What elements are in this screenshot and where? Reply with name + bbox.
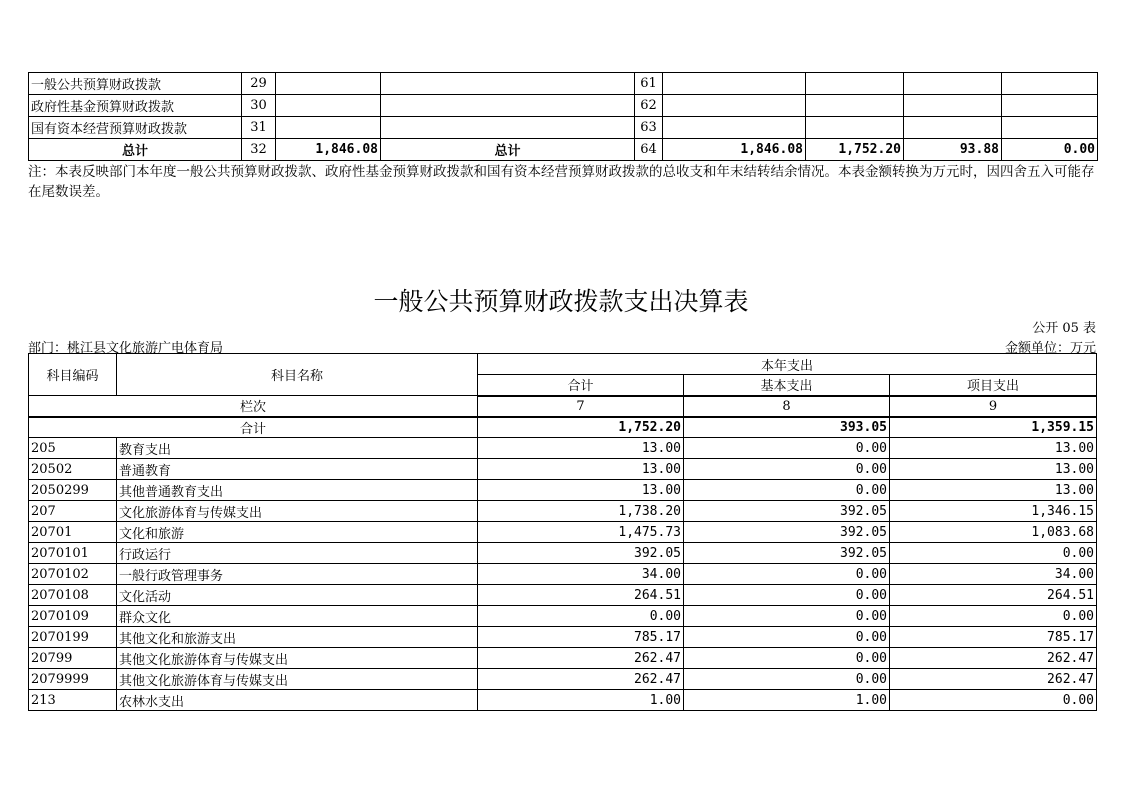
table-row xyxy=(29,648,1097,669)
expense-value-2 xyxy=(806,117,904,139)
total-label-2: 总计 xyxy=(381,139,635,161)
total-expense-4: 0.00 xyxy=(1002,139,1098,161)
subject-code: 2070108 xyxy=(29,585,117,606)
total-row xyxy=(29,139,1098,161)
project-expenditure: 0.00 xyxy=(890,543,1097,564)
subject-code: 20502 xyxy=(29,459,117,480)
expense-value-3 xyxy=(904,73,1002,95)
subject-name: 其他文化旅游体育与传媒支出 xyxy=(117,669,478,690)
total-line-number: 32 xyxy=(242,139,276,161)
subject-name: 农林水支出 xyxy=(117,690,478,711)
table-row xyxy=(29,543,1097,564)
project-expenditure: 13.00 xyxy=(890,480,1097,501)
subject-code: 20799 xyxy=(29,648,117,669)
header-project: 项目支出 xyxy=(890,375,1097,396)
total-expenditure: 13.00 xyxy=(478,459,684,480)
department-label: 部门：桃江县文化旅游广电体育局 xyxy=(28,341,224,356)
subject-name: 群众文化 xyxy=(117,606,478,627)
income-item-name: 一般公共预算财政拨款 xyxy=(29,73,242,95)
total-expenditure: 1.00 xyxy=(478,690,684,711)
income-line-number: 31 xyxy=(242,117,276,139)
total-expenditure: 34.00 xyxy=(478,564,684,585)
subject-name: 文化和旅游 xyxy=(117,522,478,543)
expense-item-name xyxy=(381,117,635,139)
expense-value-3 xyxy=(904,95,1002,117)
expense-value-4 xyxy=(1002,95,1098,117)
expense-value-4 xyxy=(1002,73,1098,95)
subject-code: 2070102 xyxy=(29,564,117,585)
subject-code: 213 xyxy=(29,690,117,711)
income-amount xyxy=(276,95,381,117)
table-row xyxy=(29,606,1097,627)
table-row xyxy=(29,522,1097,543)
project-expenditure: 34.00 xyxy=(890,564,1097,585)
subject-name: 其他文化和旅游支出 xyxy=(117,627,478,648)
income-line-number: 30 xyxy=(242,95,276,117)
table-row xyxy=(29,627,1097,648)
basic-expenditure: 392.05 xyxy=(684,501,890,522)
header-basic: 基本支出 xyxy=(684,375,890,396)
total-expenditure: 1,475.73 xyxy=(478,522,684,543)
table-row xyxy=(29,480,1097,501)
expenditure-table xyxy=(28,353,1097,711)
project-expenditure: 262.47 xyxy=(890,669,1097,690)
total-expenditure: 262.47 xyxy=(478,648,684,669)
unit-label: 金额单位：万元 xyxy=(1004,341,1096,356)
project-expenditure: 0.00 xyxy=(890,690,1097,711)
subject-name: 普通教育 xyxy=(117,459,478,480)
expense-value-2 xyxy=(806,95,904,117)
project-expenditure: 13.00 xyxy=(890,438,1097,459)
total-expense-2: 1,752.20 xyxy=(806,139,904,161)
basic-expenditure: 0.00 xyxy=(684,459,890,480)
subject-name: 其他普通教育支出 xyxy=(117,480,478,501)
expense-item-name xyxy=(381,95,635,117)
page-title: 一般公共预算财政拨款支出决算表 xyxy=(373,287,749,316)
table-row xyxy=(29,438,1097,459)
sum-row xyxy=(29,417,1097,438)
project-expenditure: 264.51 xyxy=(890,585,1097,606)
total-expenditure: 1,738.20 xyxy=(478,501,684,522)
table-row xyxy=(29,73,1098,95)
basic-expenditure: 392.05 xyxy=(684,543,890,564)
subject-code: 2070101 xyxy=(29,543,117,564)
table-row xyxy=(29,564,1097,585)
total-expenditure: 262.47 xyxy=(478,669,684,690)
basic-expenditure: 0.00 xyxy=(684,669,890,690)
project-expenditure: 13.00 xyxy=(890,459,1097,480)
column-number-2: 8 xyxy=(684,396,890,417)
income-item-name: 国有资本经营预算财政拨款 xyxy=(29,117,242,139)
expense-value-3 xyxy=(904,117,1002,139)
expense-line-number: 62 xyxy=(635,95,663,117)
column-number-label: 栏次 xyxy=(29,396,478,417)
expense-value-1 xyxy=(663,117,806,139)
income-item-name: 政府性基金预算财政拨款 xyxy=(29,95,242,117)
column-number-1: 7 xyxy=(478,396,684,417)
basic-expenditure: 0.00 xyxy=(684,585,890,606)
sum-project: 1,359.15 xyxy=(890,417,1097,438)
column-number-row xyxy=(29,396,1097,417)
income-amount xyxy=(276,73,381,95)
header-code: 科目编码 xyxy=(29,354,117,396)
table-row xyxy=(29,585,1097,606)
basic-expenditure: 0.00 xyxy=(684,648,890,669)
basic-expenditure: 0.00 xyxy=(684,606,890,627)
project-expenditure: 262.47 xyxy=(890,648,1097,669)
total-expenditure: 13.00 xyxy=(478,438,684,459)
project-expenditure: 785.17 xyxy=(890,627,1097,648)
total-label: 总计 xyxy=(29,139,242,161)
subject-name: 文化旅游体育与传媒支出 xyxy=(117,501,478,522)
table-row xyxy=(29,690,1097,711)
income-expense-summary-table xyxy=(28,72,1098,161)
basic-expenditure: 0.00 xyxy=(684,480,890,501)
expense-value-4 xyxy=(1002,117,1098,139)
subject-code: 2079999 xyxy=(29,669,117,690)
sum-label: 合计 xyxy=(29,417,478,438)
expense-line-number: 63 xyxy=(635,117,663,139)
header-name: 科目名称 xyxy=(117,354,478,396)
subject-name: 一般行政管理事务 xyxy=(117,564,478,585)
column-number-3: 9 xyxy=(890,396,1097,417)
table-number: 公开 05 表 xyxy=(1032,321,1096,336)
expense-value-1 xyxy=(663,73,806,95)
table-note: 注：本表反映部门本年度一般公共预算财政拨款、政府性基金预算财政拨款和国有资本经营预算财政拨款的总收支和年末结转结余情况。本表金额转换为万元时，因四舍五入可能存在尾数误差。 xyxy=(28,164,1095,200)
subject-name: 其他文化旅游体育与传媒支出 xyxy=(117,648,478,669)
subject-name: 行政运行 xyxy=(117,543,478,564)
basic-expenditure: 0.00 xyxy=(684,627,890,648)
table-row xyxy=(29,669,1097,690)
subject-name: 文化活动 xyxy=(117,585,478,606)
income-amount xyxy=(276,117,381,139)
table-row xyxy=(29,501,1097,522)
total-expenditure: 0.00 xyxy=(478,606,684,627)
total-expense-3: 93.88 xyxy=(904,139,1002,161)
income-line-number: 29 xyxy=(242,73,276,95)
project-expenditure: 1,346.15 xyxy=(890,501,1097,522)
expense-value-2 xyxy=(806,73,904,95)
basic-expenditure: 392.05 xyxy=(684,522,890,543)
total-expenditure: 785.17 xyxy=(478,627,684,648)
basic-expenditure: 1.00 xyxy=(684,690,890,711)
table-row xyxy=(29,117,1098,139)
subject-code: 207 xyxy=(29,501,117,522)
total-expense-1: 1,846.08 xyxy=(663,139,806,161)
total-line-number-2: 64 xyxy=(635,139,663,161)
subject-code: 2070199 xyxy=(29,627,117,648)
project-expenditure: 0.00 xyxy=(890,606,1097,627)
subject-code: 205 xyxy=(29,438,117,459)
expense-value-1 xyxy=(663,95,806,117)
sum-basic: 393.05 xyxy=(684,417,890,438)
total-expenditure: 264.51 xyxy=(478,585,684,606)
expense-line-number: 61 xyxy=(635,73,663,95)
sum-total: 1,752.20 xyxy=(478,417,684,438)
subject-code: 2070109 xyxy=(29,606,117,627)
total-expenditure: 392.05 xyxy=(478,543,684,564)
header-row-1 xyxy=(29,354,1097,375)
table-row xyxy=(29,95,1098,117)
basic-expenditure: 0.00 xyxy=(684,564,890,585)
header-group: 本年支出 xyxy=(478,354,1097,375)
subject-code: 20701 xyxy=(29,522,117,543)
total-expenditure: 13.00 xyxy=(478,480,684,501)
header-total: 合计 xyxy=(478,375,684,396)
total-income-amount: 1,846.08 xyxy=(276,139,381,161)
subject-name: 教育支出 xyxy=(117,438,478,459)
table-row xyxy=(29,459,1097,480)
subject-code: 2050299 xyxy=(29,480,117,501)
basic-expenditure: 0.00 xyxy=(684,438,890,459)
expense-item-name xyxy=(381,73,635,95)
project-expenditure: 1,083.68 xyxy=(890,522,1097,543)
